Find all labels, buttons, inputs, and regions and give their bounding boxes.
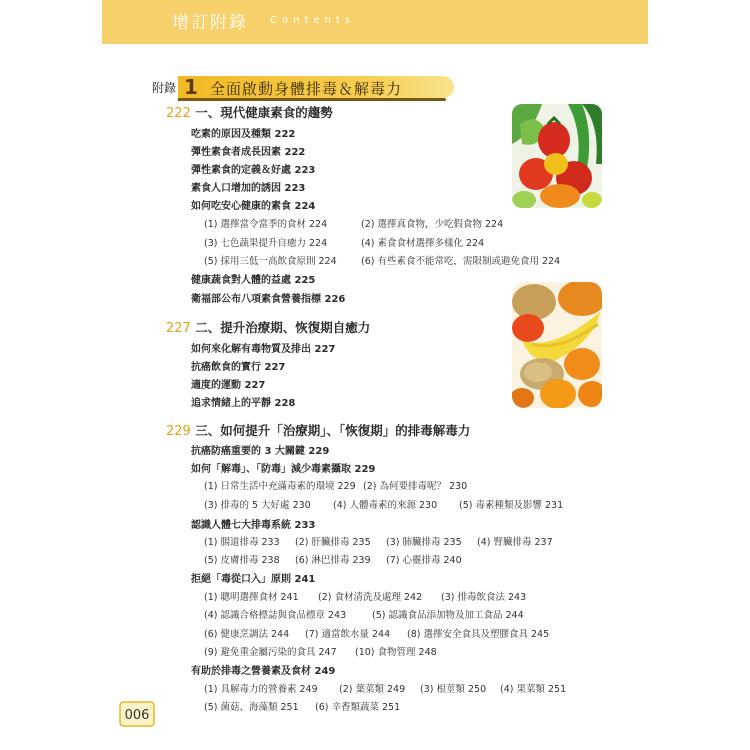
toc-subentry[interactable]: (5) 皮膚排毒 238	[204, 555, 280, 566]
toc-subentry[interactable]: (5) 採用三低一高飲食原則 224	[204, 256, 337, 267]
toc-entry[interactable]: 如何「解毒」、「防毒」減少毒素攝取 229	[191, 464, 376, 475]
toc-subentry[interactable]: (1) 具解毒力的營養素 249	[204, 684, 318, 695]
toc-subentry[interactable]: (2) 食材清洗及處理 242	[318, 592, 423, 603]
toc-subentry[interactable]: (4) 人體毒素的來源 230	[333, 500, 438, 511]
toc-subentry[interactable]: (4) 果菜類 251	[500, 684, 567, 695]
toc-subentry[interactable]: (6) 淋巴排毒 239	[295, 555, 371, 566]
vegetables-photo	[512, 104, 602, 208]
header-band	[102, 0, 648, 44]
toc-entry[interactable]: 適度的運動 227	[191, 380, 266, 391]
section-page: 222	[166, 106, 191, 121]
toc-subentry[interactable]: (5) 認識食品添加物及加工食品 244	[372, 610, 524, 621]
toc-subentry[interactable]: (3) 肺臟排毒 235	[386, 537, 462, 548]
toc-subentry[interactable]: (2) 葉菜類 249	[339, 684, 406, 695]
fruits-illustration	[512, 282, 602, 408]
toc-entry[interactable]: 如何來化解有毒物質及排出 227	[191, 344, 336, 355]
toc-subentry[interactable]: (2) 為何要排毒呢？ 230	[363, 481, 468, 492]
toc-subentry[interactable]: (3) 根莖類 250	[420, 684, 487, 695]
toc-entry[interactable]: 抗癌飲食的實行 227	[191, 362, 286, 373]
toc-entry[interactable]: 素食人口增加的誘因 223	[191, 183, 306, 194]
toc-subentry[interactable]: (6) 辛香類蔬菜 251	[315, 702, 401, 713]
toc-subentry[interactable]: (1) 選擇當令當季的食材 224	[204, 219, 328, 230]
toc-entry[interactable]: 衛福部公布八項素食營養指標 226	[191, 294, 346, 305]
toc-subentry[interactable]: (7) 適當飲水量 244	[305, 629, 391, 640]
toc-entry[interactable]: 如何吃安心健康的素食 224	[191, 201, 316, 212]
page-number-frame	[118, 700, 156, 728]
banner-number: 1	[184, 75, 198, 99]
toc-entry[interactable]: 吃素的原因及種類 222	[191, 129, 296, 140]
toc-subentry[interactable]: (7) 心靈排毒 240	[386, 555, 462, 566]
toc-subentry[interactable]: (5) 毒素種類及影響 231	[459, 500, 564, 511]
toc-entry[interactable]: 有助於排毒之營養素及食材 249	[191, 666, 336, 677]
section-title: 一、現代健康素食的趨勢	[195, 105, 333, 120]
toc-subentry[interactable]: (2) 選擇真食物，少吃假食物 224	[361, 219, 504, 230]
toc-subentry[interactable]: (3) 排毒的 5 大好處 230	[204, 500, 311, 511]
toc-entry[interactable]: 彈性素食者成長因素 222	[191, 147, 306, 158]
section-heading[interactable]	[166, 421, 470, 439]
toc-subentry[interactable]: (4) 素食食材選擇多樣化 224	[361, 238, 485, 249]
toc-entry[interactable]: 拒絕「毒從口入」原則 241	[191, 574, 316, 585]
toc-subentry[interactable]: (6) 健康烹調法 244	[204, 629, 290, 640]
toc-entry[interactable]: 追求情緒上的平靜 228	[191, 398, 296, 409]
section-heading[interactable]	[166, 103, 333, 121]
vegetables-illustration	[512, 104, 602, 208]
toc-entry[interactable]: 抗癌防癌重要的 3 大關鍵 229	[191, 446, 330, 457]
toc-entry[interactable]: 認識人體七大排毒系統 233	[191, 520, 316, 531]
section-title: 二、提升治療期、恢復期自癒力	[195, 320, 371, 335]
toc-subentry[interactable]: (8) 選擇安全食具及塑膠食具 245	[407, 629, 550, 640]
header-title: 增訂附錄	[172, 13, 248, 33]
banner-prefix: 附錄	[152, 81, 177, 95]
fruits-photo	[512, 282, 602, 408]
section-title: 三、如何提升「治療期」、「恢復期」的排毒解毒力	[195, 423, 471, 438]
toc-subentry[interactable]: (5) 菌菇、海藻類 251	[204, 702, 299, 713]
toc-subentry[interactable]: (2) 肝臟排毒 235	[295, 537, 371, 548]
toc-subentry[interactable]: (9) 避免重金屬污染的食具 247	[204, 647, 337, 658]
banner-title: 全面啟動身體排毒＆解毒力	[210, 80, 403, 98]
toc-subentry[interactable]: (3) 排毒飲食法 243	[441, 592, 527, 603]
toc-subentry[interactable]: (1) 聰明選擇食材 241	[204, 592, 299, 603]
toc-entry[interactable]: 彈性素食的定義＆好處 223	[191, 165, 316, 176]
appendix-banner	[148, 76, 454, 102]
section-page: 227	[166, 321, 191, 336]
toc-subentry[interactable]: (4) 認識合格標誌與食品標章 243	[204, 610, 347, 621]
page-number-badge	[118, 700, 156, 728]
section-heading[interactable]	[166, 318, 370, 336]
toc-entry[interactable]: 健康蔬食對人體的益處 225	[191, 275, 316, 286]
section-page: 229	[166, 424, 191, 439]
toc-subentry[interactable]: (10) 食物管理 248	[355, 647, 437, 658]
page-number: 006	[124, 708, 150, 723]
toc-subentry[interactable]: (6) 有些素食不能常吃，需限制或避免食用 224	[361, 256, 561, 267]
toc-subentry[interactable]: (1) 日常生活中充滿毒素的環境 229	[204, 481, 356, 492]
toc-subentry[interactable]: (1) 腸道排毒 233	[204, 537, 280, 548]
toc-subentry[interactable]: (4) 腎臟排毒 237	[477, 537, 553, 548]
toc-subentry[interactable]: (3) 七色蔬果提升自癒力 224	[204, 238, 328, 249]
header-subtitle: Contents	[270, 15, 355, 26]
